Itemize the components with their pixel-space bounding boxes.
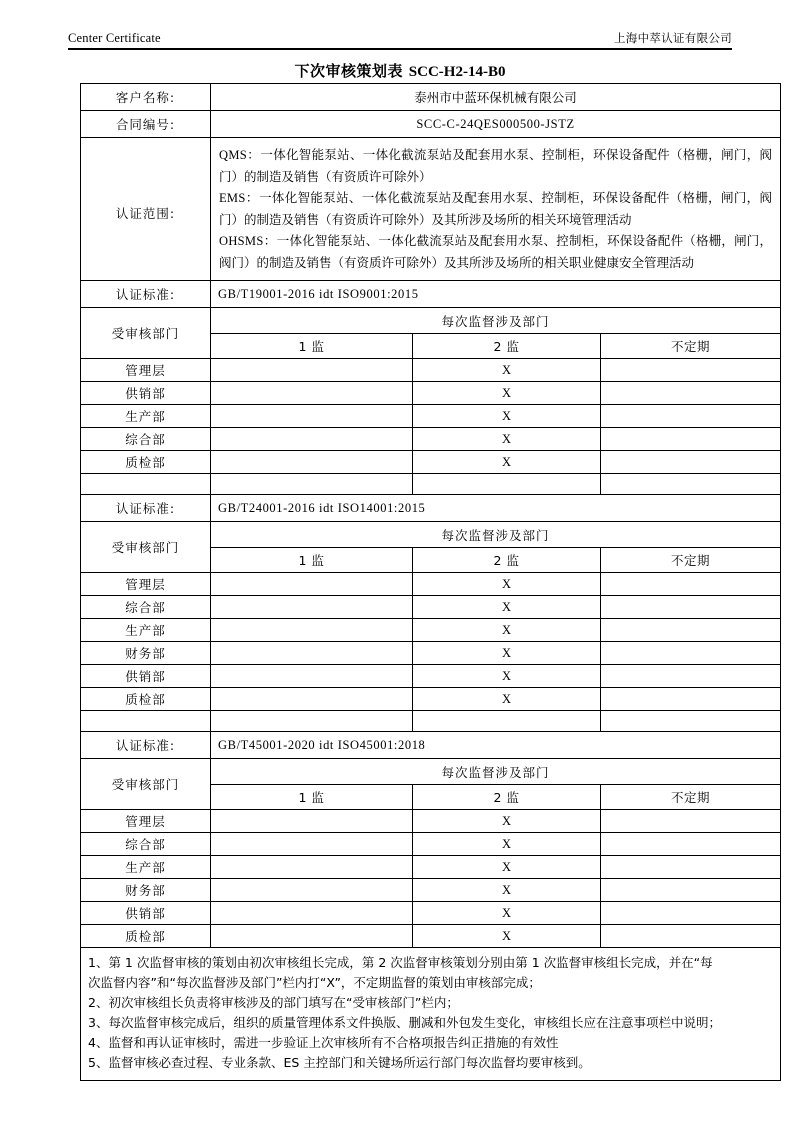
mark-cell-3[interactable] xyxy=(601,573,781,596)
mark-cell-2[interactable]: X xyxy=(413,382,601,405)
mark-cell-3[interactable] xyxy=(601,810,781,833)
column-header-2: 2 监 xyxy=(413,334,601,359)
mark-cell-1[interactable] xyxy=(211,573,413,596)
block-spacer-cell xyxy=(211,711,413,732)
dept-name-cell: 质检部 xyxy=(81,688,211,711)
dept-name-cell: 管理层 xyxy=(81,810,211,833)
column-header-1: 1 监 xyxy=(211,334,413,359)
mark-cell-2[interactable]: X xyxy=(413,879,601,902)
dept-name-cell: 生产部 xyxy=(81,405,211,428)
mark-cell-1[interactable] xyxy=(211,856,413,879)
column-header-2: 2 监 xyxy=(413,548,601,573)
mark-cell-1[interactable] xyxy=(211,382,413,405)
audited-dept-label: 受审核部门 xyxy=(81,522,211,573)
mark-cell-1[interactable] xyxy=(211,451,413,474)
column-header-2: 2 监 xyxy=(413,785,601,810)
block-spacer-cell xyxy=(81,474,211,495)
mark-cell-1[interactable] xyxy=(211,619,413,642)
standard-label: 认证标准: xyxy=(81,281,211,308)
mark-cell-1[interactable] xyxy=(211,833,413,856)
note-line: 3、每次监督审核完成后，组织的质量管理体系文件换版、删减和外包发生变化，审核组长应在注意事项栏中说明； xyxy=(88,1015,721,1030)
scope-tag: QMS： xyxy=(219,148,261,162)
column-header-1: 1 监 xyxy=(211,548,413,573)
header-right-company: 上海中萃认证有限公司 xyxy=(614,31,732,45)
mark-cell-2[interactable]: X xyxy=(413,451,601,474)
mark-cell-2[interactable]: X xyxy=(413,833,601,856)
mark-cell-2[interactable]: X xyxy=(413,810,601,833)
scope-label: 认证范围: xyxy=(81,138,211,281)
mark-cell-3[interactable] xyxy=(601,619,781,642)
client-name-label: 客户名称: xyxy=(81,84,211,111)
scope-text: 一体化智能泵站、一体化截流泵站及配套用水泵、控制柜，环保设备配件（格栅，闸门，阀门）的制造及销售（有资质许可除外） xyxy=(219,147,773,184)
mark-cell-1[interactable] xyxy=(211,902,413,925)
mark-cell-1[interactable] xyxy=(211,665,413,688)
scope-tag: OHSMS： xyxy=(219,234,277,248)
mark-cell-3[interactable] xyxy=(601,359,781,382)
audit-plan-table xyxy=(80,83,781,1081)
mark-cell-2[interactable]: X xyxy=(413,925,601,948)
client-name-value: 泰州市中蓝环保机械有限公司 xyxy=(211,84,781,111)
mark-cell-3[interactable] xyxy=(601,879,781,902)
column-header-1: 1 监 xyxy=(211,785,413,810)
dept-name-cell: 供销部 xyxy=(81,382,211,405)
mark-cell-2[interactable]: X xyxy=(413,856,601,879)
scope-text: 一体化智能泵站、一体化截流泵站及配套用水泵、控制柜，环保设备配件（格栅，闸门，阀门）的制造及销售（有资质许可除外）及其所涉及场所的相关职业健康安全管理活动 xyxy=(219,233,773,270)
mark-cell-1[interactable] xyxy=(211,359,413,382)
dept-name-cell: 质检部 xyxy=(81,451,211,474)
dept-name-cell: 财务部 xyxy=(81,642,211,665)
mark-cell-2[interactable]: X xyxy=(413,619,601,642)
mark-cell-1[interactable] xyxy=(211,596,413,619)
mark-cell-2[interactable]: X xyxy=(413,688,601,711)
mark-cell-3[interactable] xyxy=(601,925,781,948)
scope-paragraph xyxy=(219,230,772,273)
dept-name-cell: 生产部 xyxy=(81,856,211,879)
column-header-3: 不定期 xyxy=(601,785,781,810)
form-code: SCC-H2-14-B0 xyxy=(408,64,506,80)
mark-cell-3[interactable] xyxy=(601,856,781,879)
note-line: 5、监督审核必查过程、专业条款、ES 主控部门和关键场所运行部门每次监督均要审核到。 xyxy=(88,1055,591,1070)
column-header-3: 不定期 xyxy=(601,548,781,573)
scope-value xyxy=(211,138,781,281)
dept-name-cell: 综合部 xyxy=(81,596,211,619)
mark-cell-1[interactable] xyxy=(211,810,413,833)
mark-cell-2[interactable]: X xyxy=(413,405,601,428)
dept-name-cell: 管理层 xyxy=(81,359,211,382)
mark-cell-3[interactable] xyxy=(601,642,781,665)
mark-cell-3[interactable] xyxy=(601,451,781,474)
header-left-text: Center Certificate xyxy=(68,31,161,45)
block-spacer-cell xyxy=(81,711,211,732)
dept-name-cell: 综合部 xyxy=(81,428,211,451)
mark-cell-2[interactable]: X xyxy=(413,573,601,596)
block-spacer-cell xyxy=(413,474,601,495)
scope-paragraph xyxy=(219,144,772,187)
mark-cell-1[interactable] xyxy=(211,879,413,902)
running-header xyxy=(68,24,732,50)
mark-cell-3[interactable] xyxy=(601,665,781,688)
scope-text: 一体化智能泵站、一体化截流泵站及配套用水泵、控制柜，环保设备配件（格栅，闸门，阀门）的制造及销售（有资质许可除外）及其所涉及场所的相关环境管理活动 xyxy=(219,190,773,227)
dept-name-cell: 质检部 xyxy=(81,925,211,948)
mark-cell-3[interactable] xyxy=(601,688,781,711)
mark-cell-3[interactable] xyxy=(601,596,781,619)
standard-value: GB/T45001-2020 idt ISO45001:2018 xyxy=(211,732,781,759)
group-header: 每次监督涉及部门 xyxy=(211,759,781,785)
page-title-text: 下次审核策划表 xyxy=(294,62,404,80)
note-line: 4、监督和再认证审核时，需进一步验证上次审核所有不合格项报告纠正措施的有效性 xyxy=(88,1035,559,1050)
page-title xyxy=(0,60,800,81)
mark-cell-2[interactable]: X xyxy=(413,359,601,382)
dept-name-cell: 财务部 xyxy=(81,879,211,902)
standard-label: 认证标准: xyxy=(81,495,211,522)
block-spacer-cell xyxy=(413,711,601,732)
audit-plan-table-wrap xyxy=(80,83,780,1081)
dept-name-cell: 供销部 xyxy=(81,665,211,688)
mark-cell-2[interactable]: X xyxy=(413,596,601,619)
mark-cell-1[interactable] xyxy=(211,428,413,451)
standard-label: 认证标准: xyxy=(81,732,211,759)
dept-name-cell: 综合部 xyxy=(81,833,211,856)
standard-value: GB/T19001-2016 idt ISO9001:2015 xyxy=(211,281,781,308)
mark-cell-1[interactable] xyxy=(211,642,413,665)
mark-cell-3[interactable] xyxy=(601,902,781,925)
group-header: 每次监督涉及部门 xyxy=(211,522,781,548)
block-spacer-cell xyxy=(601,474,781,495)
note-line: 次监督内容”和“每次监督涉及部门”栏内打“X”，不定期监督的策划由审核部完成； xyxy=(88,975,541,990)
mark-cell-2[interactable]: X xyxy=(413,428,601,451)
note-line: 2、初次审核组长负责将审核涉及的部门填写在“受审核部门”栏内； xyxy=(88,995,459,1010)
mark-cell-3[interactable] xyxy=(601,405,781,428)
mark-cell-3[interactable] xyxy=(601,382,781,405)
mark-cell-1[interactable] xyxy=(211,688,413,711)
mark-cell-1[interactable] xyxy=(211,405,413,428)
dept-name-cell: 供销部 xyxy=(81,902,211,925)
notes-block xyxy=(81,948,781,1081)
standard-value: GB/T24001-2016 idt ISO14001:2015 xyxy=(211,495,781,522)
mark-cell-3[interactable] xyxy=(601,428,781,451)
column-header-3: 不定期 xyxy=(601,334,781,359)
scope-tag: EMS： xyxy=(219,191,260,205)
mark-cell-3[interactable] xyxy=(601,833,781,856)
audited-dept-label: 受审核部门 xyxy=(81,759,211,810)
note-line: 1、第 1 次监督审核的策划由初次审核组长完成，第 2 次监督审核策划分别由第 1 次监督审核组长完成，并在“每 xyxy=(88,955,713,970)
group-header: 每次监督涉及部门 xyxy=(211,308,781,334)
dept-name-cell: 管理层 xyxy=(81,573,211,596)
dept-name-cell: 生产部 xyxy=(81,619,211,642)
block-spacer-cell xyxy=(601,711,781,732)
audited-dept-label: 受审核部门 xyxy=(81,308,211,359)
contract-no-value: SCC-C-24QES000500-JSTZ xyxy=(211,111,781,138)
block-spacer-cell xyxy=(211,474,413,495)
mark-cell-2[interactable]: X xyxy=(413,642,601,665)
mark-cell-2[interactable]: X xyxy=(413,665,601,688)
contract-no-label: 合同编号: xyxy=(81,111,211,138)
mark-cell-1[interactable] xyxy=(211,925,413,948)
scope-paragraph xyxy=(219,187,772,230)
mark-cell-2[interactable]: X xyxy=(413,902,601,925)
